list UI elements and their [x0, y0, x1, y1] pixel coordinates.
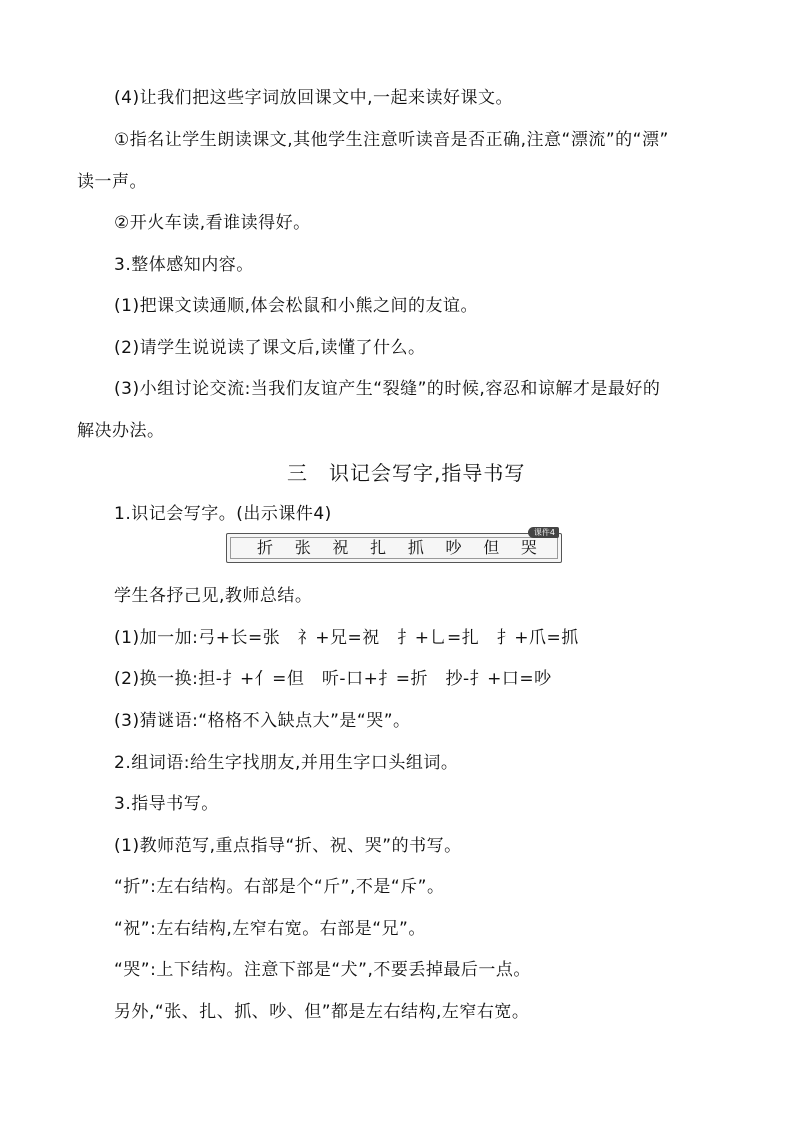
- paragraph-read-back-text: (4)让我们把这些字词放回课文中,一起来读好课文。: [114, 88, 513, 108]
- paragraph-add-components: (1)加一加:弓+长=张 礻+兄=祝 扌+乚=扎 扌+爪=抓: [114, 628, 579, 648]
- paragraph-read-fluently: (1)把课文读通顺,体会松鼠和小熊之间的友谊。: [114, 296, 478, 316]
- courseware-tag: 课件4: [528, 527, 559, 538]
- paragraph-what-understood: (2)请学生说说读了课文后,读懂了什么。: [114, 338, 426, 358]
- banner-character: 抓: [407, 538, 424, 557]
- banner-character: 张: [294, 538, 311, 557]
- banner-character: 哭: [520, 538, 537, 557]
- banner-character: 吵: [445, 538, 462, 557]
- paragraph-swap-components: (2)换一换:担-扌+亻=但 听-口+扌=折 抄-扌+口=吵: [114, 669, 552, 689]
- paragraph-ku-structure: “哭”:上下结构。注意下部是“犬”,不要丢掉最后一点。: [114, 960, 531, 980]
- character-list: [257, 538, 537, 558]
- section-heading: 三 识记会写字,指导书写: [287, 461, 526, 485]
- paragraph-name-student-reading: ①指名让学生朗读课文,其他学生注意听读音是否正确,注意“漂流”的“漂”: [114, 130, 669, 150]
- paragraph-recognize-characters: 1.识记会写字。(出示课件4): [114, 504, 332, 524]
- paragraph-teacher-demo: (1)教师范写,重点指导“折、祝、哭”的书写。: [114, 836, 462, 856]
- banner-character: 但: [483, 538, 500, 557]
- paragraph-first-tone-note: 读一声。: [77, 172, 147, 192]
- paragraph-group-discussion: (3)小组讨论交流:当我们友谊产生“裂缝”的时候,容忍和谅解才是最好的: [114, 379, 661, 399]
- paragraph-teacher-summary: 学生各抒己见,教师总结。: [114, 586, 313, 606]
- paragraph-riddle: (3)猜谜语:“格格不入缺点大”是“哭”。: [114, 711, 411, 731]
- paragraph-writing-guidance: 3.指导书写。: [114, 794, 219, 814]
- banner-character: 扎: [370, 538, 387, 557]
- paragraph-train-reading: ②开火车读,看谁读得好。: [114, 213, 311, 233]
- banner-character: 折: [257, 538, 274, 557]
- paragraph-overall-perception: 3.整体感知内容。: [114, 255, 254, 275]
- paragraph-other-characters: 另外,“张、扎、抓、吵、但”都是左右结构,左窄右宽。: [114, 1002, 530, 1022]
- courseware-banner: [226, 528, 562, 563]
- banner-character: 祝: [332, 538, 349, 557]
- paragraph-word-building: 2.组词语:给生字找朋友,并用生字口头组词。: [114, 753, 459, 773]
- paragraph-solution: 解决办法。: [77, 421, 165, 441]
- paragraph-zhu-structure: “祝”:左右结构,左窄右宽。右部是“兄”。: [114, 919, 426, 939]
- paragraph-zhe-structure: “折”:左右结构。右部是个“斤”,不是“斥”。: [114, 877, 445, 897]
